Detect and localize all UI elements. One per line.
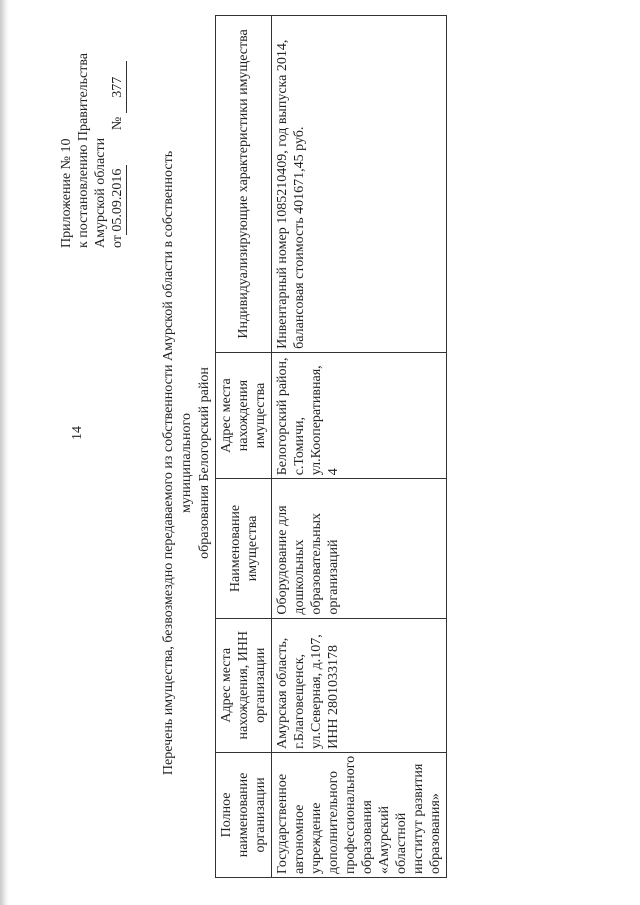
appendix-resolution-line: к постановлению Правительства: [76, 52, 91, 248]
header-org-name: Полное наименование организации: [216, 752, 272, 877]
rotated-document-sheet: [0, 13, 640, 893]
resolution-date: 05.09.2016: [109, 165, 127, 235]
cell-org-address: Амурская область, г.Благовещенск, ул.Северная, д.107, ИНН 2801033178: [272, 618, 447, 752]
appendix-title: Приложение № 10: [59, 138, 74, 248]
header-property-address: Адрес места нахождения имущества: [216, 352, 272, 478]
appendix-block: [58, 18, 127, 248]
header-property-name: Наименование имущества: [216, 479, 272, 618]
resolution-number: 377: [109, 61, 127, 113]
cell-org-name: Государственное автономное учреждение дополнительного профессионального образования «Амурский областной институт развития образования»: [272, 752, 447, 877]
table-row: [272, 16, 447, 878]
property-table: [215, 15, 447, 878]
header-org-address: Адрес места нахождения, ИНН организации: [216, 618, 272, 752]
cell-property-address: Белогорский район, с.Томичи, ул.Кооперативная, 4: [272, 352, 447, 478]
heading-line-1: Перечень имущества, безвозмездно передаваемого из собственности Амурской области в собственность муниципального: [161, 150, 194, 776]
number-prefix: №: [110, 116, 125, 131]
appendix-date-number-line: [109, 18, 127, 248]
cell-property-name: Оборудование для дошкольных образовательных организаций: [272, 479, 447, 618]
heading-line-2: образования Белогорский район: [197, 367, 212, 559]
date-prefix: от: [110, 235, 125, 248]
page-number: 14: [70, 426, 85, 440]
document-heading: [160, 103, 214, 823]
header-characteristics: Индивидуализирующие характеристики имущества: [216, 16, 272, 353]
table-header-row: [216, 16, 272, 878]
cell-characteristics: Инвентарный номер 1085210409, год выпуска 2014, балансовая стоимость 401671,45 руб.: [272, 16, 447, 353]
appendix-region-line: Амурской области: [93, 137, 108, 248]
